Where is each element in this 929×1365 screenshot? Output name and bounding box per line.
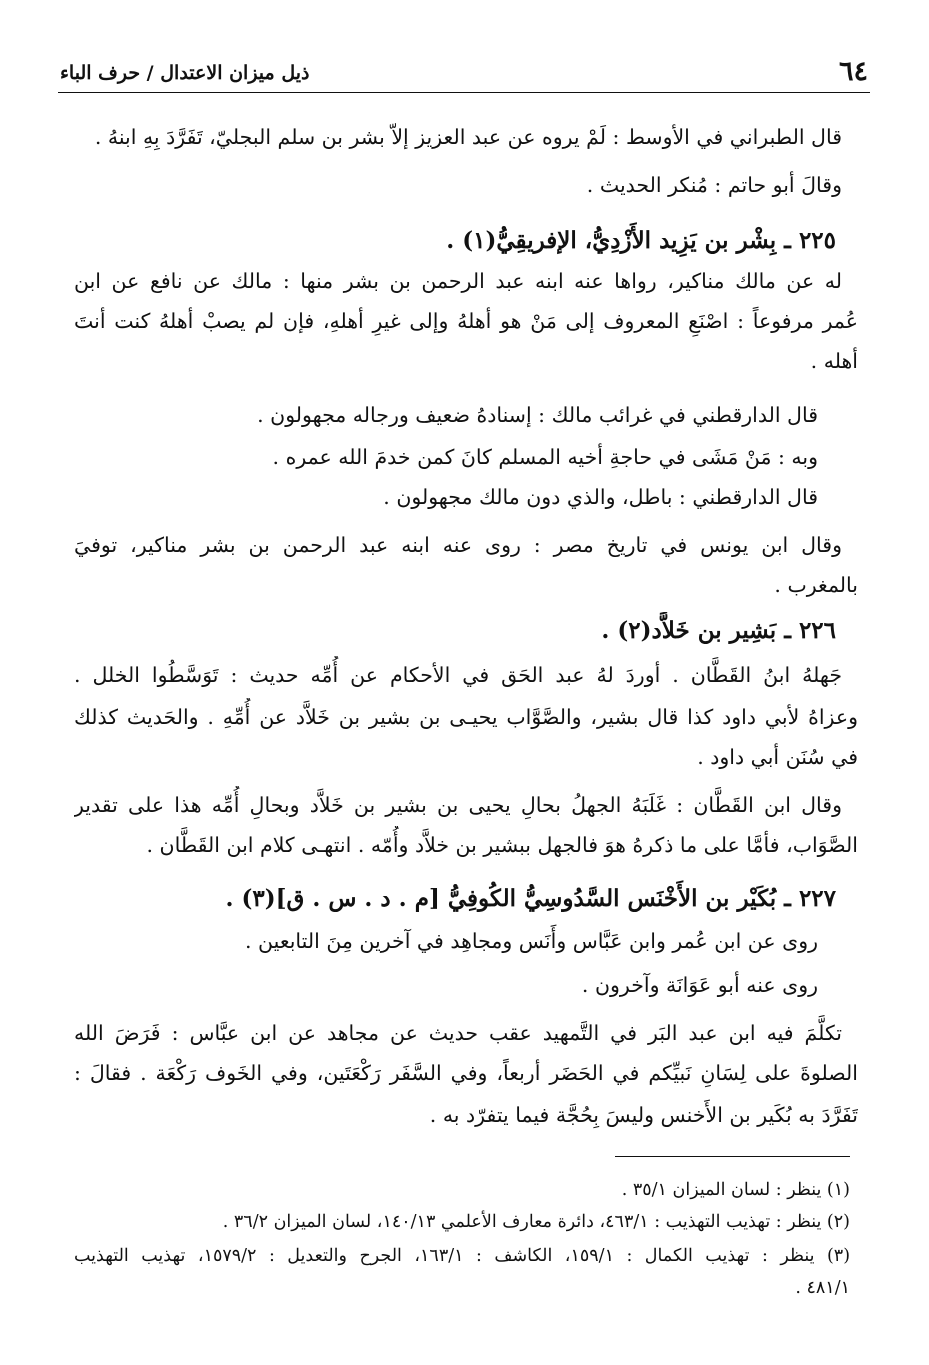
text-line: تَفَرَّدَ به بُكَير بن الأَخنس وليسَ بِحُجَّة فيما يتفرّد به . xyxy=(429,1103,858,1127)
text-line: الصَّوَاب، فأمَّا على ما ذكرهُ هوَ فالجهل ببشير بن خلاَّد وأُمّه . انتهـى كلام ابن القَطَّان . xyxy=(146,833,858,857)
text-line: في سُنَن أبي داود . xyxy=(697,745,858,769)
text-line: وبه : مَنْ مَشَى في حاجةِ أخيه المسلم كانَ كمن خدمَ الله عمره . xyxy=(272,445,818,469)
text-line: تكلَّمَ فيه ابن عبد البَر في التَّمهيد عقب حديث عن مجاهد عن ابن عبَّاس : فَرَضَ الله xyxy=(74,1021,842,1045)
text-line: أهله . xyxy=(810,349,858,373)
text-line: الصلوةَ على لِسَانِ نَبيِّكم في الحَضَر أربعاً، وفي السَّفَر رَكْعَتَين، وفي الخَوف رَكْعَة . فقالَ : xyxy=(74,1061,858,1085)
text-line: وقالَ أبو حاتم : مُنكر الحديث . xyxy=(586,173,842,197)
entry-heading-227: ٢٢٧ ـ بُكَيْر بن الأَخْنَس السَّدُوسِيُّ الكُوفِيُّ [م . د . س . ق](٣) . xyxy=(225,885,836,912)
footnote-2: (٢) ينظر : تهذيب التهذيب : ٤٦٣/١، دائرة معارف الأعلمي ١٤٠/١٣، لسان الميزان ٣٦/٢ . xyxy=(222,1212,850,1232)
text-line: قال الدارقطني : باطل، والذي دون مالك مجهولون . xyxy=(383,485,818,509)
footnote-3-continued: ٤٨١/١ . xyxy=(795,1278,850,1298)
text-line: قال الطبراني في الأوسط : لَمْ يروه عن عبد العزيز إلاّ بشر بن سلم البجليّ، تَفَرَّدَ بِهِ ابنهُ . xyxy=(94,125,842,149)
entry-heading-226: ٢٢٦ ـ بَشِير بن خَلاَّد(٢) . xyxy=(601,617,836,644)
text-line: عُمر مرفوعاً : اصْنَعِ المعروف إلى مَنْ هو أهلهُ وإلى غيرِ أهلهِ، فإن لم يصبْ أهلهُ كنت أنتَ xyxy=(74,309,858,333)
text-line: روى عنه أبو عَوَانَة وآخرون . xyxy=(581,973,818,997)
text-line: جَهلهُ ابنُ القَطَّان . أوردَ لهُ عبد الحَق في الأحكام عن أُمِّه حديث : تَوَسَّطُوا الخلل . xyxy=(74,663,842,687)
page-header xyxy=(58,56,870,93)
text-line: له عن مالك مناكير، رواها عنه ابنه عبد الرحمن بن بشر منها : مالك عن نافع عن ابن xyxy=(74,269,842,293)
footnote-1: (١) ينظر : لسان الميزان ٣٥/١ . xyxy=(621,1180,850,1200)
text-line: روى عن ابن عُمر وابن عَبَّاس وأَنَس ومجاهِد في آخرين مِنَ التابعين . xyxy=(245,929,818,953)
footnote-3: (٣) ينظر : تهذيب الكمال : ١٥٩/١، الكاشف : ١٦٣/١، الجرح والتعديل : ١٥٧٩/٢، تهذيب التهذيب xyxy=(74,1246,850,1266)
text-line: وعزاهُ لأبي داود كذا قال بشير، والصَّوَّاب يحيـى بن بشير بن خَلاَّد عن أُمِّهِ . والحَديث كذلك xyxy=(74,705,858,729)
footnote-divider xyxy=(615,1156,850,1157)
text-line: وقال ابن القَطَّان : غَلَبَهُ الجهلُ بحالِ يحيى بن بشير بن خَلاَّد وبحالِ أُمِّه هذا على تقدير xyxy=(74,793,842,817)
page-number: ٦٤ xyxy=(838,56,868,87)
running-title: ذيل ميزان الاعتدال / حرف الباء xyxy=(60,62,310,84)
text-line: وقال ابن يونس في تاريخ مصر : روى عنه ابنه عبد الرحمن بن بشر مناكير، توفيَ xyxy=(74,533,842,557)
text-line: قال الدارقطني في غرائب مالك : إسنادهُ ضعيف ورجاله مجهولون . xyxy=(257,403,818,427)
entry-heading-225: ٢٢٥ ـ بِشْر بن يَزِيد الأَزْدِيُّ، الإفريقِيُّ(١) . xyxy=(446,227,836,254)
text-line: بالمغرب . xyxy=(774,573,858,597)
